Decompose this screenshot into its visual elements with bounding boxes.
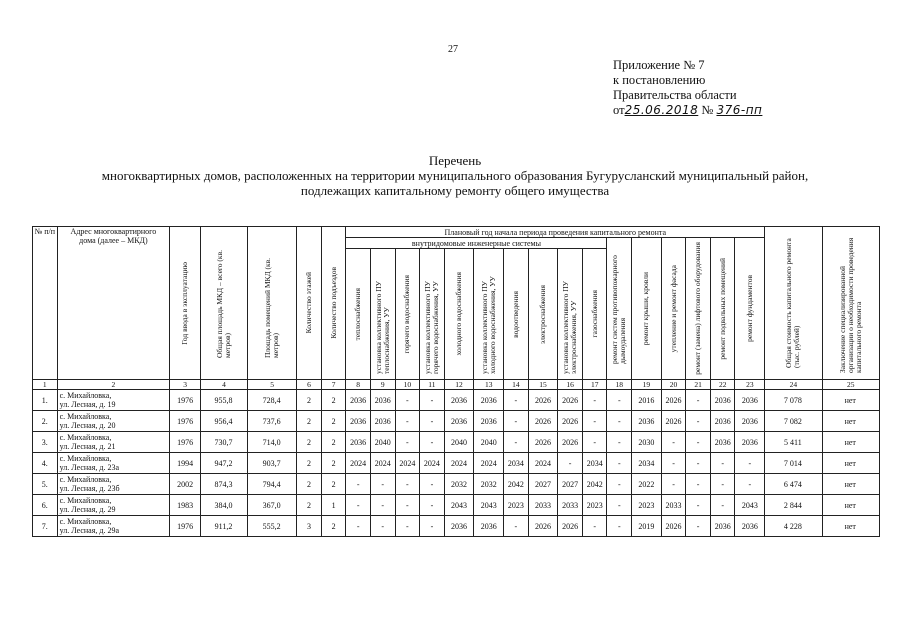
table-cell: 2 <box>321 516 346 537</box>
table-cell: - <box>370 474 395 495</box>
table-cell: 2024 <box>370 453 395 474</box>
table-body <box>33 390 880 537</box>
header-premises-area: Площадь помещений МКД (кв. метров) <box>263 257 281 358</box>
table-cell: 1976 <box>170 411 201 432</box>
table-cell: 2030 <box>632 432 662 453</box>
table-cell: 2036 <box>444 390 474 411</box>
table-cell: 2043 <box>735 495 765 516</box>
table-cell: - <box>420 474 445 495</box>
table-cell: нет <box>822 411 879 432</box>
header-elevator: ремонт (замена) лифтового оборудования <box>693 242 703 375</box>
table-cell: - <box>395 474 420 495</box>
column-number: 3 <box>170 380 201 390</box>
table-cell: 903,7 <box>248 453 297 474</box>
header-num: № п/п <box>33 227 58 380</box>
table-cell: 2026 <box>661 411 686 432</box>
table-cell: нет <box>822 474 879 495</box>
address-line-2: ул. Лесная, д. 23а <box>59 463 120 472</box>
table-cell: 2019 <box>632 516 662 537</box>
table-cell: 5 411 <box>765 432 822 453</box>
table-cell: 955,8 <box>200 390 247 411</box>
table-cell: 2026 <box>528 432 558 453</box>
table-cell: - <box>504 411 529 432</box>
table-cell: 2026 <box>661 390 686 411</box>
column-number: 20 <box>661 380 686 390</box>
table-cell: нет <box>822 453 879 474</box>
appendix-line-1: Приложение № 7 <box>613 58 705 72</box>
table-cell: 2026 <box>558 390 583 411</box>
number-prefix: № <box>701 103 714 117</box>
column-number: 11 <box>420 380 445 390</box>
table-cell: - <box>661 453 686 474</box>
table-cell: 7 014 <box>765 453 822 474</box>
table-cell: 728,4 <box>248 390 297 411</box>
column-number: 17 <box>582 380 607 390</box>
table-cell: 2016 <box>632 390 662 411</box>
table-cell: 2036 <box>710 516 735 537</box>
table-cell: - <box>346 495 371 516</box>
table-cell: 2023 <box>582 495 607 516</box>
column-number: 16 <box>558 380 583 390</box>
appendix-date-line <box>613 103 762 118</box>
table-cell: 2002 <box>170 474 201 495</box>
table-cell: 367,0 <box>248 495 297 516</box>
table-cell: 2 <box>321 390 346 411</box>
header-cold-water-meter: установка коллективного ПУ холодного водоснабжения, УУ <box>479 276 497 374</box>
row-number: 1. <box>33 390 58 411</box>
title-line-1: Перечень <box>428 153 482 168</box>
table-cell: 2 <box>297 432 322 453</box>
header-conclusion: Заключение специализированной организации о необходимости проведения капитального ремонта <box>837 237 863 373</box>
table-cell: 7 078 <box>765 390 822 411</box>
table-cell: 2036 <box>710 390 735 411</box>
column-number: 23 <box>735 380 765 390</box>
column-number: 22 <box>710 380 735 390</box>
table-cell: 2026 <box>558 432 583 453</box>
header-heat-meter: установка коллективного ПУ теплоснабжения, УУ <box>373 281 391 374</box>
address-line-1: с. Михайловка, <box>59 517 112 526</box>
table-cell: 2036 <box>346 390 371 411</box>
row-address <box>57 495 170 516</box>
table-cell: - <box>395 495 420 516</box>
table-cell: - <box>420 411 445 432</box>
table-cell: - <box>395 432 420 453</box>
header-roof: ремонт крыши, кровли <box>641 271 651 346</box>
table-cell: 2042 <box>504 474 529 495</box>
table-cell: 384,0 <box>200 495 247 516</box>
table-cell: 2034 <box>582 453 607 474</box>
table-cell: 2026 <box>528 390 558 411</box>
table-cell: 2 <box>321 453 346 474</box>
address-line-1: с. Михайловка, <box>59 433 112 442</box>
column-number: 1 <box>33 380 58 390</box>
title-line-3: подлежащих капитальному ремонту общего имущества <box>300 183 610 198</box>
row-number: 7. <box>33 516 58 537</box>
table-cell: 2034 <box>632 453 662 474</box>
column-number: 21 <box>686 380 711 390</box>
table-cell: - <box>686 495 711 516</box>
table-cell: 2032 <box>444 474 474 495</box>
table-cell: - <box>607 390 632 411</box>
table-cell: - <box>582 516 607 537</box>
row-address <box>57 453 170 474</box>
appendix-line-2: к постановлению <box>613 73 706 87</box>
table-cell: - <box>582 411 607 432</box>
address-line-1: с. Михайловка, <box>59 412 112 421</box>
header-fire: ремонт систем противопожарного дымоудаления <box>610 254 628 364</box>
table-cell: 2033 <box>528 495 558 516</box>
table-cell: 2 <box>321 474 346 495</box>
table-cell: 2036 <box>735 432 765 453</box>
table-cell: - <box>686 390 711 411</box>
row-number: 3. <box>33 432 58 453</box>
table-cell: 2024 <box>474 453 504 474</box>
table-cell: - <box>735 453 765 474</box>
table-cell: 2027 <box>558 474 583 495</box>
address-line-2: ул. Лесная, д. 29а <box>59 526 120 535</box>
table-cell: нет <box>822 432 879 453</box>
column-number: 2 <box>57 380 170 390</box>
table-cell: 2040 <box>444 432 474 453</box>
table-cell: 2022 <box>632 474 662 495</box>
table-cell: - <box>395 390 420 411</box>
table-cell: - <box>607 453 632 474</box>
address-line-2: ул. Лесная, д. 19 <box>59 400 116 409</box>
table-cell: - <box>395 516 420 537</box>
table-cell: 2 <box>297 411 322 432</box>
table-cell: - <box>346 516 371 537</box>
table-row <box>33 411 880 432</box>
table-row <box>33 390 880 411</box>
table-cell: 2024 <box>395 453 420 474</box>
table-cell: 2033 <box>558 495 583 516</box>
table-cell: - <box>346 474 371 495</box>
appendix-line-3: Правительства области <box>613 88 737 102</box>
column-number: 25 <box>822 380 879 390</box>
row-address <box>57 411 170 432</box>
address-line-2: ул. Лесная, д. 21 <box>59 442 116 451</box>
table-cell: - <box>686 474 711 495</box>
column-number: 4 <box>200 380 247 390</box>
table-cell: 4 228 <box>765 516 822 537</box>
header-facade: утепление и ремонт фасада <box>668 264 678 353</box>
table-cell: - <box>420 432 445 453</box>
header-year: Год ввода в эксплуатацию <box>180 261 190 345</box>
table-cell: 956,4 <box>200 411 247 432</box>
row-number: 2. <box>33 411 58 432</box>
header-internal-systems: внутридомовые инженерные системы <box>346 238 607 249</box>
table-cell: 2042 <box>582 474 607 495</box>
title-line-2: многоквартирных домов, расположенных на территории муниципального образования Бугурусланский муниципальный район, <box>101 168 809 183</box>
header-cold-water: холодного водоснабжения <box>454 272 464 356</box>
table-cell: - <box>710 474 735 495</box>
header-total-area: Общая площадь МКД – всего (кв. метров) <box>215 250 232 358</box>
column-number: 18 <box>607 380 632 390</box>
table-cell: 2 <box>297 474 322 495</box>
header-address: Адрес многоквартирного дома (далее – МКД) <box>57 227 170 380</box>
address-line-1: с. Михайловка, <box>59 454 112 463</box>
document-title <box>20 153 890 198</box>
table-cell: - <box>607 474 632 495</box>
table-cell: - <box>420 495 445 516</box>
row-address <box>57 432 170 453</box>
header-hot-water: горячего водоснабжения <box>402 274 412 354</box>
table-cell: - <box>504 432 529 453</box>
table-cell: 1976 <box>170 390 201 411</box>
address-line-2: ул. Лесная, д. 29 <box>59 505 116 514</box>
number-value: 376-пп <box>716 103 763 117</box>
buildings-table <box>32 226 880 537</box>
table-cell: - <box>735 474 765 495</box>
header-gas: газоснабжения <box>589 290 599 338</box>
table-cell: 1983 <box>170 495 201 516</box>
header-electric-meter: установка коллективного ПУ электроснабжения, УУ <box>561 281 579 374</box>
header-heat: теплоснабжения <box>353 287 363 341</box>
table-cell: нет <box>822 495 879 516</box>
table-cell: 2036 <box>710 411 735 432</box>
column-number: 19 <box>632 380 662 390</box>
page-number: 27 <box>448 44 458 55</box>
table-cell: 2036 <box>474 411 504 432</box>
table-cell: 2036 <box>735 411 765 432</box>
column-number: 12 <box>444 380 474 390</box>
table-cell: 2043 <box>444 495 474 516</box>
table-cell: 2024 <box>444 453 474 474</box>
table-cell: - <box>607 516 632 537</box>
table-cell: 1994 <box>170 453 201 474</box>
date-prefix: от <box>613 103 625 117</box>
header-cost: Общая стоимость капитального ремонта (тыс. рублей) <box>784 238 802 368</box>
table-cell: 911,2 <box>200 516 247 537</box>
address-line-1: с. Михайловка, <box>59 391 112 400</box>
table-cell: 2036 <box>735 516 765 537</box>
table-cell: - <box>686 516 711 537</box>
table-cell: 2036 <box>370 411 395 432</box>
header-foundation: ремонт фундаментов <box>744 275 754 342</box>
table-cell: - <box>710 495 735 516</box>
table-cell: - <box>686 453 711 474</box>
table-cell: 2 844 <box>765 495 822 516</box>
table-cell: 2026 <box>528 411 558 432</box>
table-cell: 1 <box>321 495 346 516</box>
column-number: 9 <box>370 380 395 390</box>
table-cell: нет <box>822 516 879 537</box>
table-cell: - <box>661 432 686 453</box>
table-cell: - <box>504 390 529 411</box>
table-cell: 1976 <box>170 516 201 537</box>
table-cell: 2 <box>321 432 346 453</box>
address-line-2: ул. Лесная, д. 20 <box>59 421 116 430</box>
table-cell: нет <box>822 390 879 411</box>
table-cell: - <box>607 411 632 432</box>
table-cell: - <box>607 495 632 516</box>
row-address <box>57 390 170 411</box>
table-cell: 2 <box>297 390 322 411</box>
table-cell: - <box>370 495 395 516</box>
header-hot-water-meter: установка коллективного ПУ горячего водоснабжения, УУ <box>422 281 440 374</box>
table-cell: 2032 <box>474 474 504 495</box>
row-number: 4. <box>33 453 58 474</box>
table-cell: 2036 <box>370 390 395 411</box>
column-number: 6 <box>297 380 322 390</box>
table-cell: 2036 <box>346 432 371 453</box>
table-cell: 2043 <box>474 495 504 516</box>
table-cell: 874,3 <box>200 474 247 495</box>
header-basement: ремонт подвальных помещений <box>717 257 727 360</box>
table-cell: 947,2 <box>200 453 247 474</box>
column-number: 24 <box>765 380 822 390</box>
table-cell: 2036 <box>735 390 765 411</box>
date-value: 25.06.2018 <box>624 103 699 117</box>
row-address <box>57 516 170 537</box>
row-number: 6. <box>33 495 58 516</box>
table-cell: 2024 <box>346 453 371 474</box>
table-cell: 2023 <box>632 495 662 516</box>
table-cell: 7 082 <box>765 411 822 432</box>
table-row <box>33 432 880 453</box>
table-cell: 2036 <box>346 411 371 432</box>
address-line-1: с. Михайловка, <box>59 496 112 505</box>
table-cell: 2034 <box>504 453 529 474</box>
address-line-1: с. Михайловка, <box>59 475 112 484</box>
table-cell: 6 474 <box>765 474 822 495</box>
appendix-block <box>613 58 762 118</box>
table-cell: 2036 <box>632 411 662 432</box>
table-cell: 2036 <box>474 390 504 411</box>
table-cell: - <box>607 432 632 453</box>
row-address <box>57 474 170 495</box>
header-electric: электроснабжения <box>537 284 547 344</box>
column-number-row <box>33 380 880 390</box>
table-cell: 2024 <box>528 453 558 474</box>
table-cell: - <box>686 411 711 432</box>
table-cell: - <box>558 453 583 474</box>
table-cell: - <box>710 453 735 474</box>
table-cell: 3 <box>297 516 322 537</box>
column-number: 14 <box>504 380 529 390</box>
table-cell: 2026 <box>558 411 583 432</box>
table-cell: - <box>395 411 420 432</box>
column-number: 5 <box>248 380 297 390</box>
table-cell: 2036 <box>474 516 504 537</box>
table-cell: 737,6 <box>248 411 297 432</box>
table-cell: - <box>370 516 395 537</box>
column-number: 15 <box>528 380 558 390</box>
row-number: 5. <box>33 474 58 495</box>
header-floors: Количество этажей <box>304 272 313 334</box>
table-cell: 730,7 <box>200 432 247 453</box>
table-cell: - <box>582 390 607 411</box>
table-cell: 2040 <box>370 432 395 453</box>
table-cell: 794,4 <box>248 474 297 495</box>
table-cell: 2036 <box>710 432 735 453</box>
table-cell: - <box>420 516 445 537</box>
header-drainage: водоотведения <box>510 290 520 338</box>
table-cell: 2026 <box>661 516 686 537</box>
table-row <box>33 495 880 516</box>
table-cell: 2 <box>321 411 346 432</box>
column-number: 13 <box>474 380 504 390</box>
table-cell: - <box>582 432 607 453</box>
column-number: 10 <box>395 380 420 390</box>
table-cell: 2 <box>297 453 322 474</box>
table-cell: 2040 <box>474 432 504 453</box>
table-row <box>33 516 880 537</box>
table-cell: 2026 <box>528 516 558 537</box>
address-line-2: ул. Лесная, д. 23б <box>59 484 120 493</box>
table-cell: 2033 <box>661 495 686 516</box>
table-cell: - <box>504 516 529 537</box>
table-cell: 2027 <box>528 474 558 495</box>
header-planned-year: Плановый год начала периода проведения капитального ремонта <box>346 227 765 238</box>
header-entrances: Количество подъездов <box>328 267 338 339</box>
table-cell: 2036 <box>444 411 474 432</box>
table-cell: 2036 <box>444 516 474 537</box>
table-cell: 555,2 <box>248 516 297 537</box>
table-cell: - <box>686 432 711 453</box>
table-cell: 2026 <box>558 516 583 537</box>
table-row <box>33 453 880 474</box>
table-cell: - <box>661 474 686 495</box>
table-cell: 2 <box>297 495 322 516</box>
table-cell: 1976 <box>170 432 201 453</box>
table-row <box>33 474 880 495</box>
column-number: 7 <box>321 380 346 390</box>
column-number: 8 <box>346 380 371 390</box>
table-cell: 2023 <box>504 495 529 516</box>
table-cell: 714,0 <box>248 432 297 453</box>
table-cell: - <box>420 390 445 411</box>
table-cell: 2024 <box>420 453 445 474</box>
